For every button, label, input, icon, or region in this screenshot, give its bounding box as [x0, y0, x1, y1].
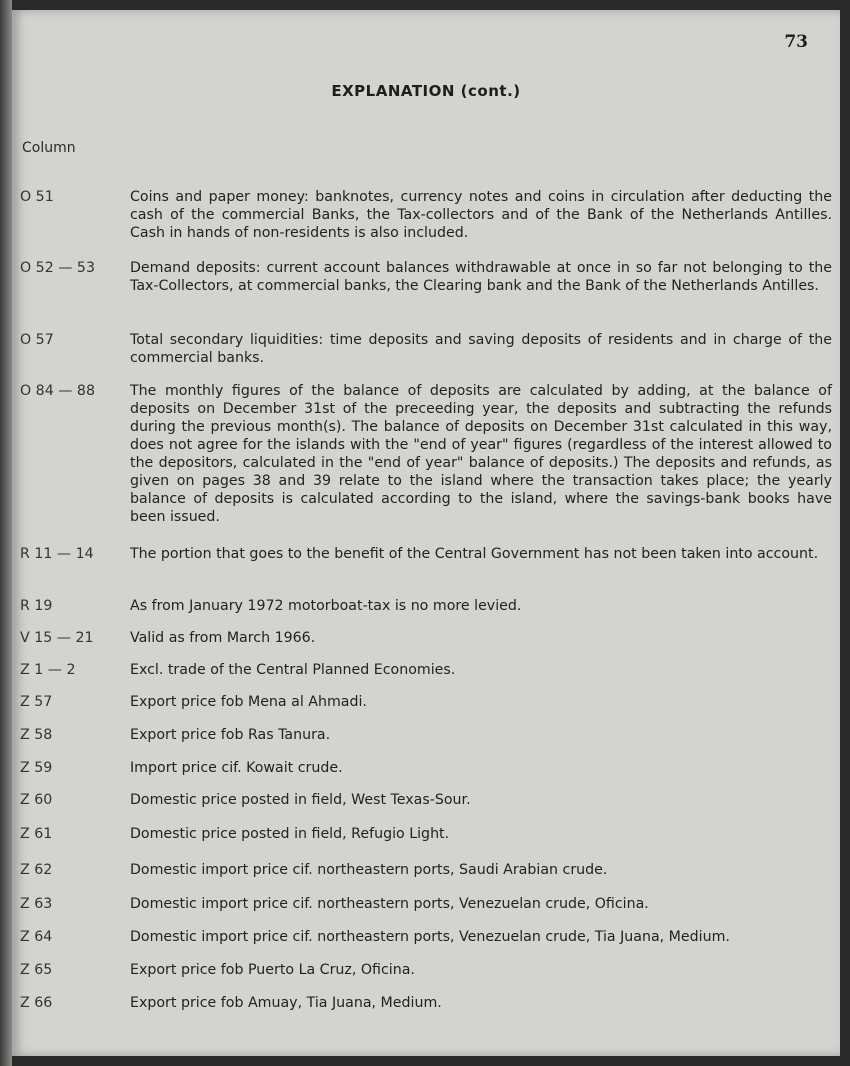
entry-text: Domestic import price cif. northeastern ports, Saudi Arabian crude.: [130, 862, 608, 878]
entry-z-58: [20, 726, 832, 744]
entry-text: The monthly figures of the balance of deposits are calculated by adding, at the balance of deposits on December 31st of the preceeding year, the deposits and subtracting the refunds during the previous month(s). The balance of deposits on December 31st calculated in this way, does not agree for the islands with the "end of year" figures (regardless of the interest allowed to the depositors, calculated in the "end of year" balance of deposits.) The deposits and refunds, as given on pages 38 and 39 relate to the island where the transaction takes place; the yearly balance of deposits is calculated according to the island, where the savings-bank books have been issued.: [130, 383, 832, 525]
entry-code: Z 59: [20, 760, 53, 776]
entry-text: Demand deposits: current account balances withdrawable at once in so far not belonging to the Tax-Collectors, at commercial banks, the Clearing bank and the Bank of the Netherlands Antilles.: [130, 260, 832, 294]
entry-code: Z 58: [20, 727, 53, 743]
entry-z-60: [20, 791, 832, 809]
entry-r-11-14: [20, 545, 832, 563]
entry-code: O 57: [20, 332, 54, 348]
entry-text: Domestic import price cif. northeastern ports, Venezuelan crude, Tia Juana, Medium.: [130, 929, 730, 945]
book-spine-edge: [0, 0, 12, 1066]
entry-code: O 51: [20, 189, 54, 205]
entry-code: Z 57: [20, 694, 53, 710]
page-number: 73: [784, 32, 808, 52]
entry-z-65: [20, 961, 832, 979]
entry-code: O 84 — 88: [20, 383, 95, 399]
entry-z-61: [20, 825, 832, 843]
entry-code: Z 64: [20, 929, 53, 945]
entry-code: Z 60: [20, 792, 53, 808]
entry-z-64: [20, 928, 832, 946]
entry-code: V 15 — 21: [20, 630, 94, 646]
entry-code: Z 65: [20, 962, 53, 978]
entry-text: Domestic price posted in field, West Texas-Sour.: [130, 792, 471, 808]
column-header: Column: [22, 140, 76, 156]
entry-o-52-53: [20, 259, 832, 295]
entry-text: Coins and paper money: banknotes, currency notes and coins in circulation after deducting the cash of the commercial Banks, the Tax-collectors and of the Bank of the Netherlands Antilles. Cash in hands of non-residents is also included.: [130, 189, 832, 241]
entry-z-59: [20, 759, 832, 777]
entry-text: As from January 1972 motorboat-tax is no more levied.: [130, 598, 522, 614]
entry-text: Export price fob Ras Tanura.: [130, 727, 331, 743]
entry-code: R 19: [20, 598, 53, 614]
entry-code: Z 1 — 2: [20, 662, 76, 678]
entry-text: Excl. trade of the Central Planned Economies.: [130, 662, 456, 678]
entry-z-66: [20, 994, 832, 1012]
entry-text: Total secondary liquidities: time deposits and saving deposits of residents and in charge of the commercial banks.: [130, 332, 832, 366]
entry-v-15-21: [20, 629, 832, 647]
entry-code: Z 63: [20, 896, 53, 912]
entry-code: Z 66: [20, 995, 53, 1011]
entry-text: Valid as from March 1966.: [130, 630, 316, 646]
entry-o-57: [20, 331, 832, 367]
entry-code: O 52 — 53: [20, 260, 95, 276]
page-title: EXPLANATION (cont.): [331, 82, 521, 100]
entry-text: Export price fob Mena al Ahmadi.: [130, 694, 367, 710]
entry-o-51: [20, 188, 832, 242]
entry-code: Z 62: [20, 862, 53, 878]
entry-o-84-88: [20, 382, 832, 526]
entry-text: Import price cif. Kowait crude.: [130, 760, 343, 776]
entry-text: Domestic import price cif. northeastern ports, Venezuelan crude, Oficina.: [130, 896, 649, 912]
entry-text: Export price fob Puerto La Cruz, Oficina.: [130, 962, 415, 978]
entry-text: Export price fob Amuay, Tia Juana, Medium.: [130, 995, 442, 1011]
document-page: [12, 10, 840, 1056]
entry-code: R 11 — 14: [20, 546, 94, 562]
entry-z-57: [20, 693, 832, 711]
entry-text: Domestic price posted in field, Refugio Light.: [130, 826, 450, 842]
entry-z-1-2: [20, 661, 832, 679]
entry-text: The portion that goes to the benefit of the Central Government has not been taken into account.: [130, 546, 819, 562]
entry-z-63: [20, 895, 832, 913]
entry-r-19: [20, 597, 832, 615]
entry-z-62: [20, 861, 832, 879]
entry-code: Z 61: [20, 826, 53, 842]
